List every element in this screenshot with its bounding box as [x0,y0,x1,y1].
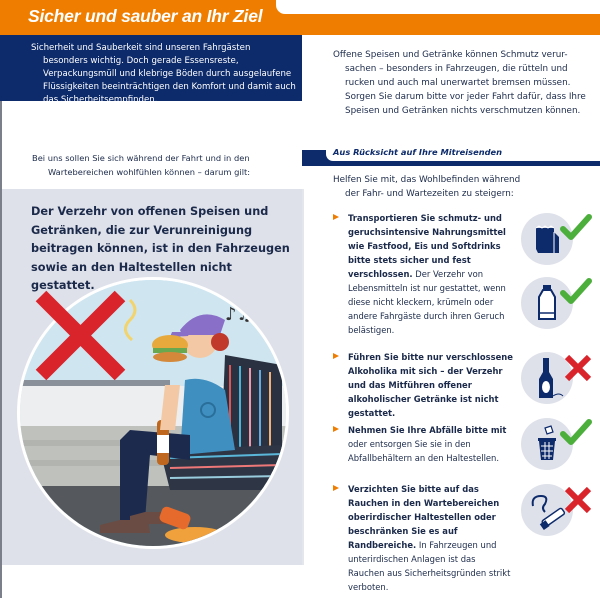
prohibited-x-icon [33,288,128,383]
cross-icon [562,352,594,384]
bullet-arrow-icon [333,485,339,491]
page-title: Sicher und sauber an Ihr Ziel [28,6,263,26]
svg-text:♪♫: ♪♫ [225,304,253,325]
bullet-bold: Transportieren Sie schmutz- und geruchsintensive Nahrungsmittel wie Fastfood, Eis und Softdrinks bitte stets sicher und fest verschlossen. [348,213,506,279]
bullet-waste [333,423,513,465]
bullet-arrow-icon [333,214,339,220]
bullet-normal: oder entsorgen Sie sie in den Abfallbehältern an den Haltestellen. [348,439,500,463]
section-title: Aus Rücksicht auf Ihre Mitreisenden [333,147,503,157]
intro-right-rest: sachen – besonders in Fahrzeugen, die rütteln und rucken und auch mal unerwartet bremsen müssen. Sorgen Sie darum bitte vor jeder Fahrt dafür, dass Ihre Speisen und Getränken nichts verschmutzen können. [345,64,586,116]
intro-right-text [333,48,595,118]
bullet-bold: Verzichten Sie bitte auf das Rauchen in den Wartebereichen oberirdischer Haltestellen oder beschränken Sie es auf Randbereiche. [348,484,500,550]
bullet-arrow-icon [333,426,339,432]
check-icon [560,212,592,244]
bullet-alcohol [333,350,513,420]
bullet-normal: Der Verzehr von Lebensmitteln ist nur gestattet, wenn diese nicht kleckern, krümeln oder andere Fahrgäste durch ihren Geruch belästigen. [348,269,506,335]
rule-statement: Der Verzehr von offenen Speisen und Getränken, die zur Verunreinigung beitragen können, ist in den Fahrzeugen sowie an den Haltestellen nicht gestattet. [31,205,290,292]
check-icon [560,276,592,308]
help-line2: der Fahr- und Wartezeiten zu steigern: [345,189,514,199]
intro-left-text [31,42,296,107]
right-divider [302,189,304,565]
left-lead-line2: Wartebereichen wohlfühlen können – darum gilt: [48,167,251,177]
left-lead-text [32,151,292,179]
bullet-smoking [333,482,513,594]
bullet-bold: Führen Sie bitte nur verschlossene Alkoholika mit sich – der Verzehr und das Mitführen offener alkoholischer Getränke ist nicht gestattet. [348,352,513,418]
bullet-food [333,211,513,337]
check-icon [560,417,592,449]
intro-left-line1: Sicherheit und Sauberkeit sind unseren Fahrgästen [31,43,251,53]
intro-left-rest: besonders wichtig. Doch gerade Essensreste, Verpackungsmüll und klebrige Böden durch ausgelaufene Flüssigkeiten beeinträchtigen den Komfort und damit auch das Sicherheitsempfinden. [43,56,296,105]
bullet-arrow-icon [333,353,339,359]
bullet-bold: Nehmen Sie Ihre Abfälle bitte mit [348,425,507,435]
left-lead-line1: Bei uns sollen Sie sich während der Fahrt und in den [32,153,250,163]
bullet-normal: In Fahrzeugen und unterirdischen Anlagen ist das Rauchen aus Sicherheitsgründen strikt verboten. [348,540,511,592]
help-line1: Helfen Sie mit, das Wohlbefinden während [333,175,521,185]
header-white-tab [276,0,600,14]
cross-icon [562,484,594,516]
intro-right-line1: Offene Speisen und Getränke können Schmutz verur- [333,50,568,60]
help-text [333,173,533,201]
